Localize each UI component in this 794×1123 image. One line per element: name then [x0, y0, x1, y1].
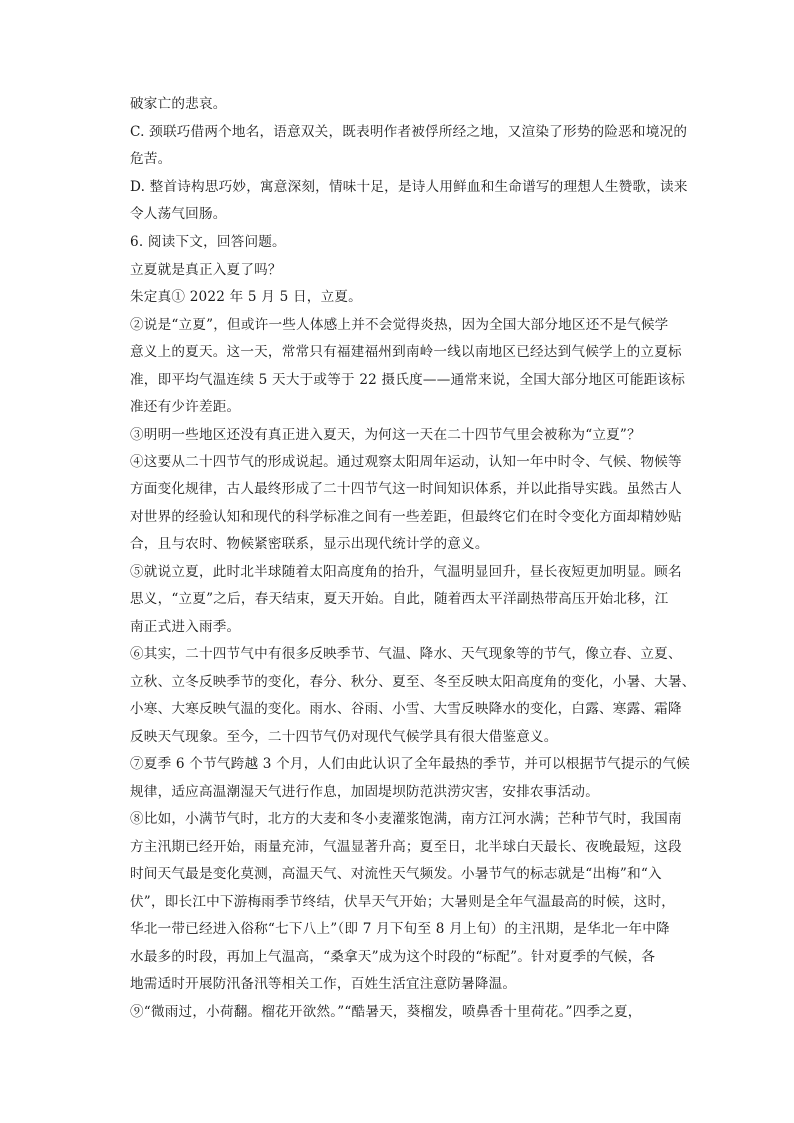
text-line: 水最多的时段，再加上气温高，“桑拿天”成为这个时段的“标配”。针对夏季的气候，各: [130, 949, 656, 965]
text-line: 方主汛期已经开始，雨量充沛，气温显著升高；夏至日，北半球白天最长、夜晚最短，这段: [130, 839, 682, 855]
paragraph-8: ⑧比如，小满节气时，北方的大麦和冬小麦灌浆饱满，南方江河水满；芒种节气时，我国南: [130, 811, 682, 827]
paragraph-3: ③明明一些地区还没有真正进入夏天，为何这一天在二十四节气里会被称为“立夏”？: [130, 427, 641, 443]
text-line: 危苦。: [130, 151, 172, 167]
text-line: 准，即平均气温连续 5 天大于或等于 22 摄氏度——通常来说，全国大部分地区可能距该标: [130, 372, 685, 388]
article-title: 立夏就是真正入夏了吗？: [130, 262, 282, 278]
text-line: 方面变化规律，古人最终形成了二十四节气这一时间知识体系，并以此指导实践。虽然古人: [130, 481, 682, 497]
text-line: 思义，“立夏”之后，春天结束，夏天开始。自此，随着西太平洋副热带高压开始北移，江: [130, 591, 669, 607]
text-line: 令人荡气回肠。: [130, 206, 227, 222]
paragraph-6: ⑥其实，二十四节气中有很多反映季节、气温、降水、天气现象等的节气，像立春、立夏、: [130, 646, 682, 662]
option-c-line: C. 颈联巧借两个地名，语意双关，既表明作者被俘所经之地，又渲染了形势的险恶和境况的: [130, 124, 688, 140]
question-6-heading: 6. 阅读下文，回答问题。: [130, 234, 286, 250]
text-line: 华北一带已经进入俗称“七下八上”（即 7 月下旬至 8 月上旬）的主汛期，是华北一年中降: [130, 921, 670, 937]
text-line: 规律，适应高温潮湿天气进行作息，加固堤坝防范洪涝灾害，安排农事活动。: [130, 784, 599, 800]
text-line: 对世界的经验认知和现代的科学标准之间有一些差距，但最终它们在时令变化方面却精妙贴: [130, 509, 682, 525]
text-line: 意义上的夏天。这一天，常常只有福建福州到南岭一线以南地区已经达到气候学上的立夏标: [130, 344, 682, 360]
text-line: 小寒、大寒反映气温的变化。雨水、谷雨、小雪、大雪反映降水的变化，白露、寒露、霜降: [130, 701, 682, 717]
text-line: 南正式进入雨季。: [130, 619, 241, 635]
text-line: 准还有少许差距。: [130, 399, 241, 415]
text-line: 反映天气现象。至今，二十四节气仍对现代气候学具有很大借鉴意义。: [130, 729, 558, 745]
option-d-line: D. 整首诗构思巧妙，寓意深刻，情味十足，是诗人用鲜血和生命谱写的理想人生赞歌，读来: [130, 179, 688, 195]
text-line: 伏”，即长江中下游梅雨季节终结，伏旱天气开始；大暑则是全年气温最高的时候，这时，: [130, 894, 676, 910]
paragraph-1: 朱定真① 2022 年 5 月 5 日，立夏。: [130, 289, 362, 305]
paragraph-7: ⑦夏季 6 个节气跨越 3 个月，人们由此认识了全年最热的季节，并可以根据节气提示的气候: [130, 756, 690, 772]
text-line: 合，且与农时、物候紧密联系，显示出现代统计学的意义。: [130, 536, 489, 552]
text-line: 地需适时开展防汛备汛等相关工作，百姓生活宜注意防暑降温。: [130, 976, 517, 992]
paragraph-9: ⑨“微雨过，小荷翻。榴花开欲然。”“酷暑天，葵榴发，喷鼻香十里荷花。”四季之夏，: [130, 1004, 642, 1020]
text-line: 时间天气最是变化莫测，高温天气、对流性天气频发。小暑节气的标志就是“出梅”和“入: [130, 866, 662, 882]
text-line: 破家亡的悲哀。: [130, 96, 227, 112]
paragraph-2: ②说是“立夏”，但或许一些人体感上并不会觉得炎热，因为全国大部分地区还不是气候学: [130, 317, 669, 333]
paragraph-5: ⑤就说立夏，此时北半球随着太阳高度角的抬升，气温明显回升，昼长夜短更加明显。顾名: [130, 564, 682, 580]
paragraph-4: ④这要从二十四节气的形成说起。通过观察太阳周年运动，认知一年中时令、气候、物候等: [130, 454, 682, 470]
text-line: 立秋、立冬反映季节的变化，春分、秋分、夏至、冬至反映太阳高度角的变化，小暑、大暑、: [130, 674, 696, 690]
